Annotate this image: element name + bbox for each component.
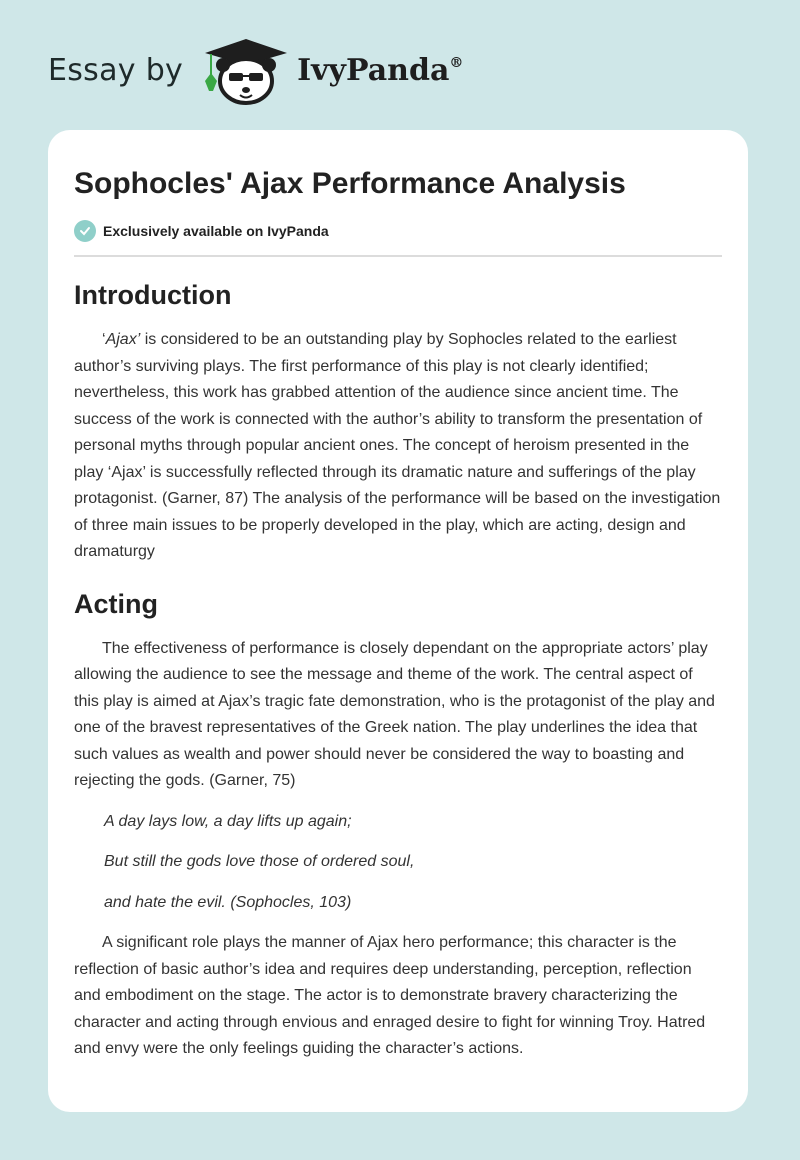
divider: [74, 255, 722, 257]
quote-line: But still the gods love those of ordered soul,: [104, 853, 415, 870]
quote-mark: ‘: [102, 331, 106, 348]
play-title-italic: Ajax’: [105, 331, 141, 348]
essay-by-label: Essay by: [48, 52, 184, 88]
site-header: [48, 30, 463, 110]
quote-line: A day lays low, a day lifts up again;: [104, 812, 352, 830]
essay-card: [48, 130, 748, 1112]
registered-mark: ®: [449, 54, 464, 71]
quote-line: and hate the evil. (Sophocles, 103): [104, 893, 352, 911]
section-heading-introduction: Introduction: [74, 280, 232, 310]
check-circle-icon: [74, 220, 96, 242]
badge-text: Exclusively available on IvyPanda: [103, 223, 329, 239]
exclusive-badge: [74, 220, 722, 242]
intro-text: is considered to be an outstanding play by Sophocles related to the earliest author’s surviving plays. The first performance of this play is not clearly identified; nevertheless, this work has grabbed attention of the audience since ancient time. The success of the work is connected with the author’s ability to transform the presentation of personal myths through popular ancient ones. The concept of heroism presented in the play ‘Ajax’ is successfully reflected through its dramatic nature and sufferings of the play protagonist. (Garner, 87) The analysis of the performance will be based on the investigation of three main issues to be properly developed in the play, which are acting, design and dramaturgy: [74, 331, 721, 560]
brand-name[interactable]: [297, 53, 463, 88]
acting-paragraph-1: The effectiveness of performance is closely dependant on the appropriate actors’ play allowing the audience to see the message and theme of the work. The central aspect of this play is aimed at Ajax’s tragic fate demonstration, who is the protagonist of the play and one of the bravest representatives of the Greek nation. The play underlines the idea that such values as wealth and power should never be considered the way to boasting and rejecting the gods. (Garner, 75): [74, 639, 715, 789]
section-heading-acting: Acting: [74, 588, 158, 619]
panda-logo-icon[interactable]: [201, 35, 291, 105]
brand-text: IvyPanda: [297, 52, 450, 88]
acting-paragraph-2: A significant role plays the manner of Ajax hero performance; this character is the reflection of basic author’s idea and requires deep understanding, perception, reflection and embodiment on the stage. The actor is to demonstrate bravery characterizing the character and acting through envious and enraged desire to fight for winning Troy. Hatred and envy were the only feelings guiding the character’s actions.: [74, 934, 706, 1057]
intro-paragraph: [74, 327, 722, 566]
page-title: Sophocles' Ajax Performance Analysis: [74, 167, 626, 200]
